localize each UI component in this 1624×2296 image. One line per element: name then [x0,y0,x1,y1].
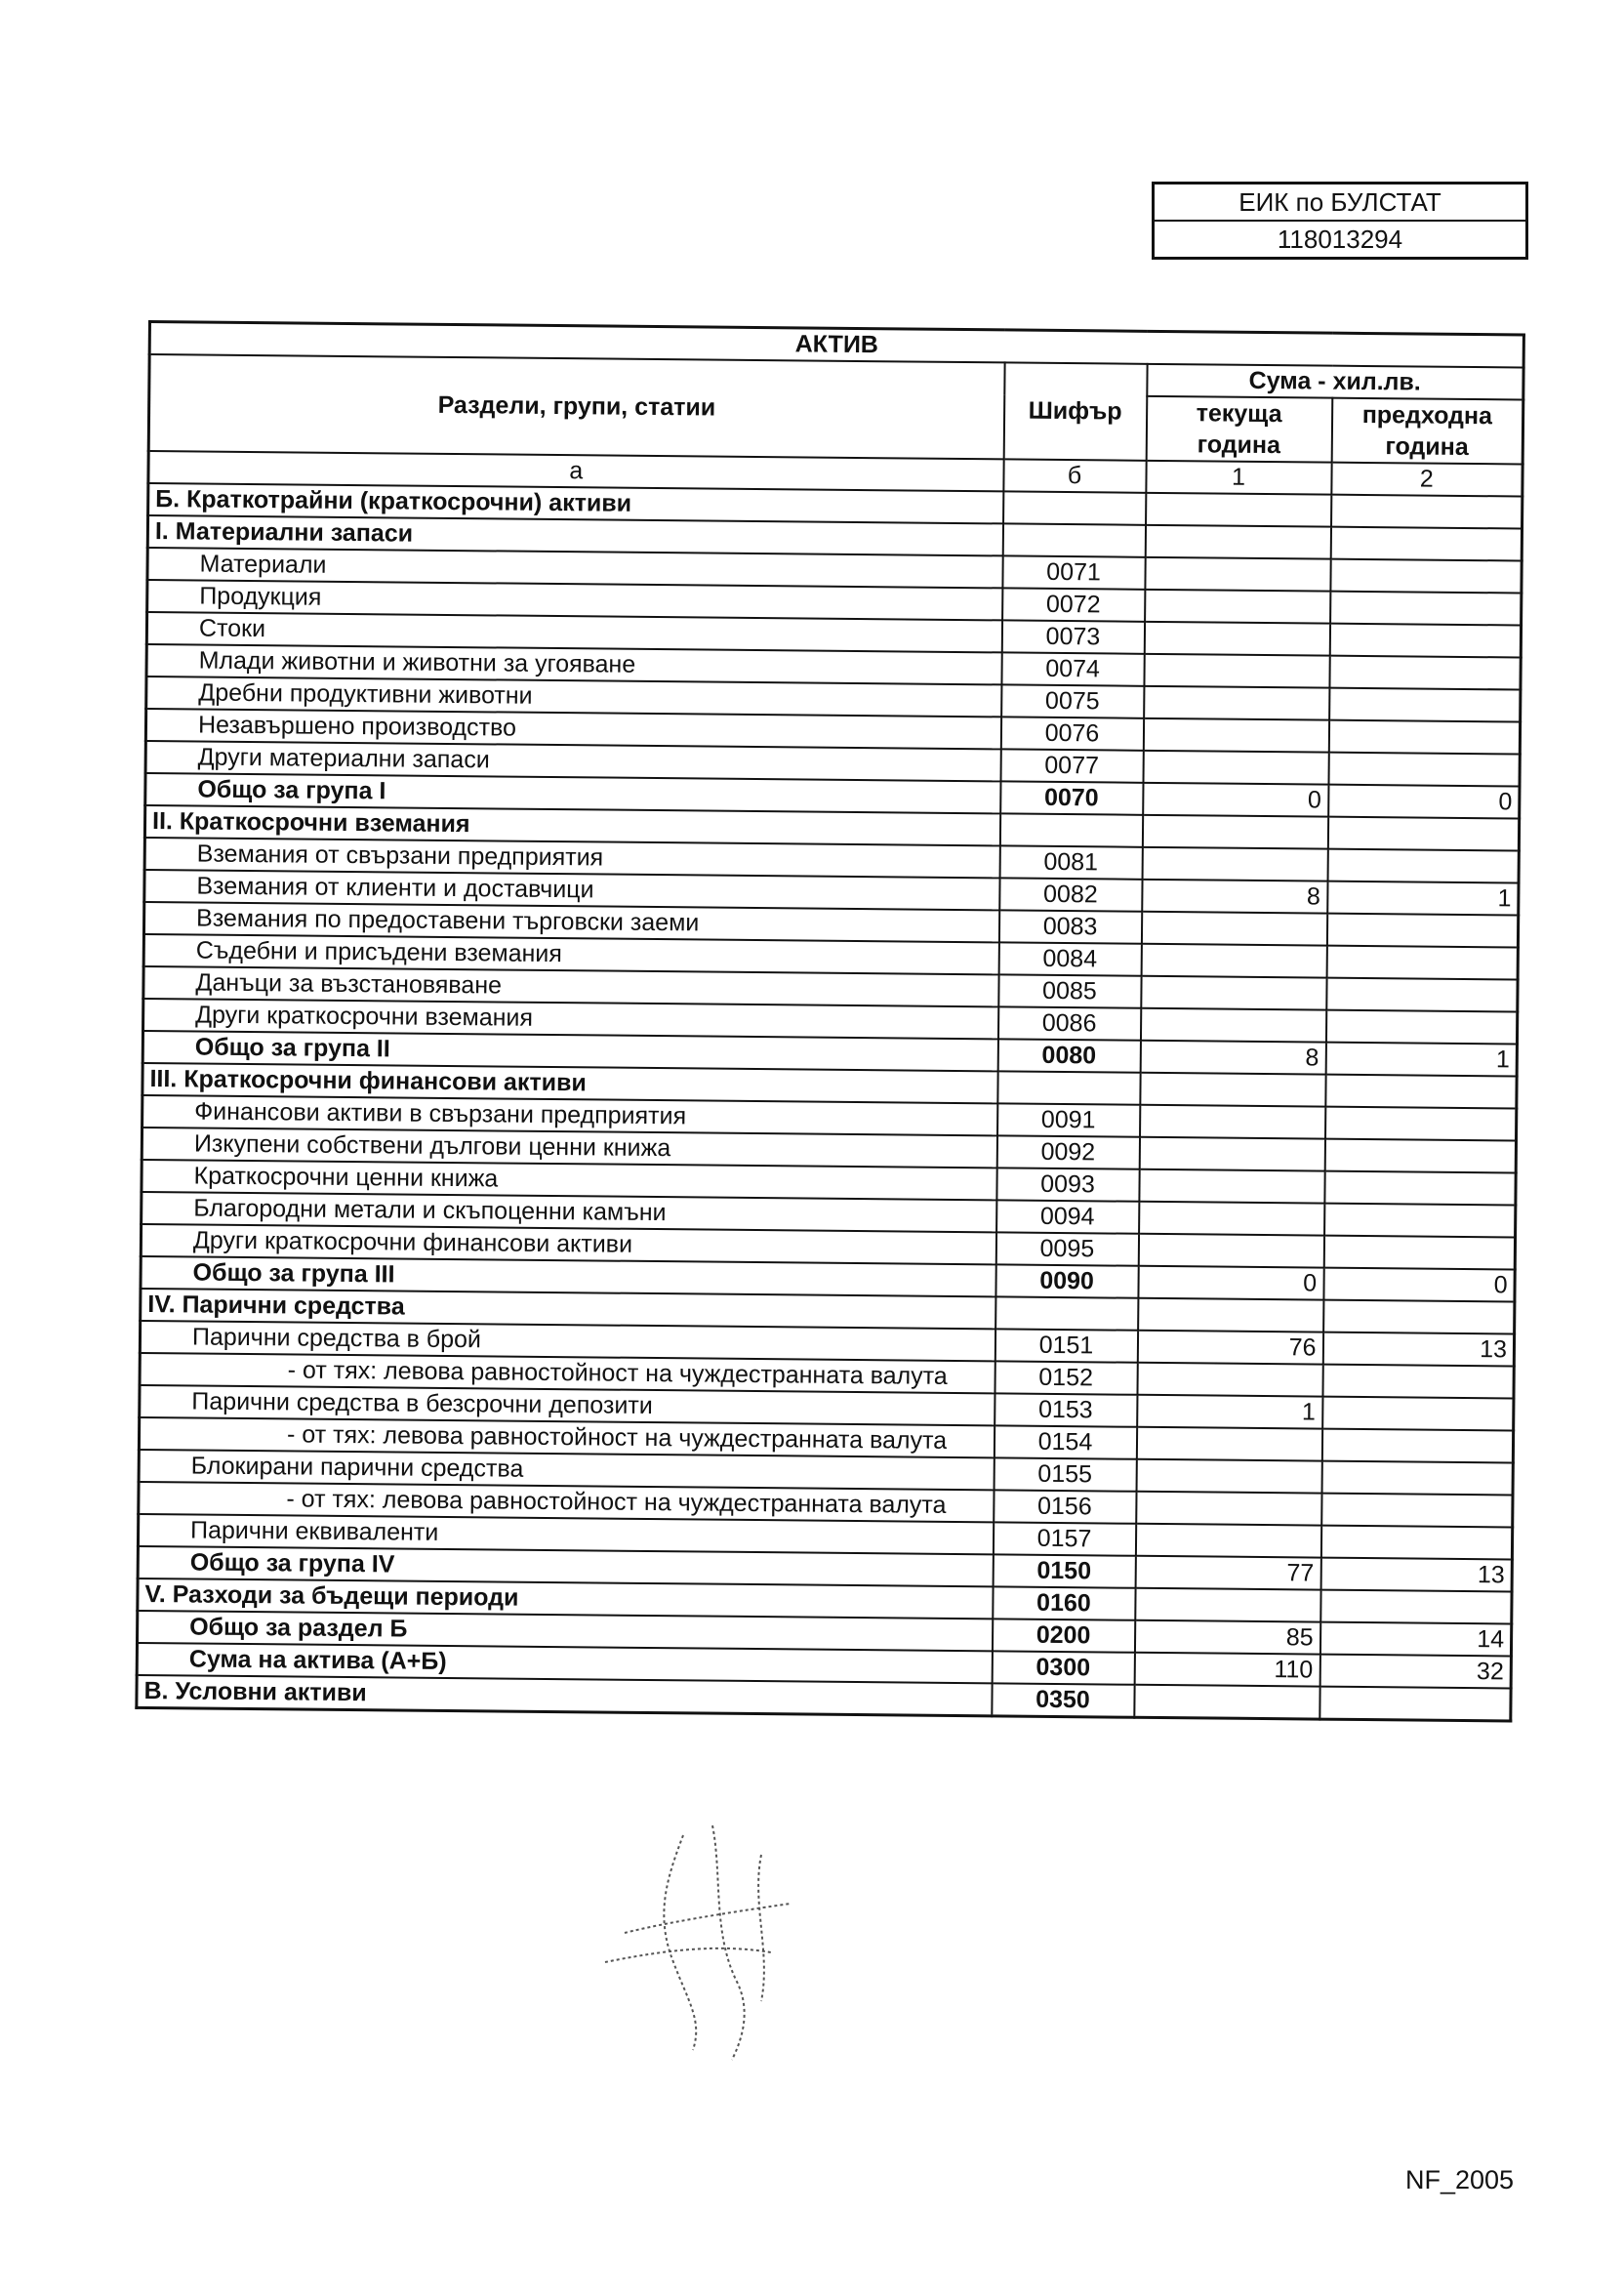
row-code: 0085 [998,974,1141,1007]
row-previous-value [1323,1236,1515,1270]
row-code: 0083 [998,910,1141,943]
row-previous-value [1329,688,1521,722]
row-current-value [1143,751,1328,785]
row-code: 0160 [993,1586,1135,1620]
row-code: 0076 [1000,717,1143,750]
row-current-value [1142,815,1327,849]
row-code: 0350 [992,1683,1134,1717]
row-current-value: 76 [1137,1331,1322,1365]
row-previous-value [1328,753,1520,787]
row-label: I. Материални запаси [147,515,1002,555]
row-code: 0095 [995,1232,1138,1265]
row-previous-value: 14 [1320,1622,1511,1657]
row-previous-value [1331,495,1522,529]
row-current-value [1135,1588,1320,1622]
row-current-value [1145,590,1330,624]
row-previous-value: 0 [1328,785,1520,819]
row-code: 0155 [994,1457,1136,1491]
col-index-2: 2 [1331,463,1522,497]
row-label: Общо за група II [142,1031,997,1071]
row-current-value [1135,1524,1320,1558]
row-label: Млади животни и животни за угояване [146,644,1001,684]
row-previous-value [1325,1107,1517,1141]
row-previous-value [1322,1365,1514,1399]
row-code: 0156 [994,1490,1136,1523]
row-label: Незавършено производство [145,709,1000,749]
row-code [999,813,1142,846]
col-index-1: 1 [1146,461,1331,495]
row-code: 0150 [993,1554,1135,1587]
row-previous-value: 1 [1327,882,1519,916]
row-previous-value [1324,1204,1516,1238]
col-index-a: а [148,451,1003,491]
row-label: Други краткосрочни вземания [143,999,998,1039]
row-current-value [1144,654,1329,688]
row-code: 0093 [996,1168,1139,1201]
row-current-value [1136,1492,1321,1526]
row-current-value: 110 [1134,1653,1320,1687]
row-label: V. Разходи за бъдещи периоди [138,1578,993,1619]
row-label: Парични средства в безсрочни депозити [140,1385,995,1425]
balance-sheet [135,320,1522,1722]
row-current-value [1136,1427,1321,1461]
row-previous-value [1330,527,1522,561]
row-previous-value [1327,817,1519,851]
row-current-value [1139,1169,1324,1204]
row-label: Финансови активи в свързани предприятия [142,1095,997,1135]
row-current-value [1146,493,1331,527]
row-previous-value [1326,914,1518,948]
row-current-value [1140,1008,1325,1043]
row-label: Парични средства в брой [140,1321,995,1361]
row-previous-value [1324,1139,1516,1173]
row-previous-value [1324,1171,1516,1206]
row-label: Общо за група III [141,1256,995,1296]
row-code: 0086 [997,1006,1140,1040]
row-label: II. Краткосрочни вземания [144,805,999,845]
row-code: 0073 [1001,620,1144,653]
row-previous-value [1326,978,1518,1012]
col-header-current: текуща година [1146,396,1332,463]
row-label: Б. Краткотрайни (краткосрочни) активи [148,483,1003,523]
row-label: Вземания по предоставени търговски заеми [143,902,998,942]
row-current-value: 0 [1143,783,1328,817]
row-previous-value [1320,1687,1511,1721]
row-code: 0071 [1002,555,1145,589]
row-current-value [1138,1234,1323,1268]
bulstat-label: ЕИК по БУЛСТАТ [1155,184,1525,222]
row-label: Други краткосрочни финансови активи [141,1224,995,1264]
row-code: 0074 [1001,652,1144,685]
row-code: 0072 [1002,588,1145,621]
row-previous-value [1322,1397,1514,1431]
row-label: Вземания от свързани предприятия [144,838,999,878]
row-current-value [1139,1137,1324,1171]
row-code: 0092 [996,1135,1139,1168]
row-current-value: 8 [1140,1041,1325,1075]
row-label: - от тях: левова равностойност на чуждестранната валута [140,1353,995,1393]
row-label: Данъци за възстановяване [143,966,998,1006]
row-code [1003,491,1146,524]
row-label: - от тях: левова равностойност на чуждестранната валута [139,1482,994,1522]
row-code: 0082 [999,878,1142,911]
row-previous-value [1320,1590,1512,1624]
row-previous-value [1321,1461,1513,1496]
row-label: III. Краткосрочни финансови активи [142,1063,997,1103]
row-current-value [1134,1685,1320,1719]
row-current-value [1145,525,1330,559]
table-title: АКТИВ [149,322,1523,368]
row-code [995,1296,1138,1330]
row-label: В. Условни активи [137,1675,992,1716]
row-current-value: 8 [1142,880,1327,914]
row-previous-value [1325,1075,1517,1109]
col-index-b: б [1003,459,1146,492]
row-code: 0090 [995,1264,1138,1297]
col-header-previous: предходна година [1331,398,1523,465]
bulstat-box [1152,182,1528,260]
row-previous-value: 13 [1322,1332,1514,1367]
row-previous-value [1321,1429,1513,1463]
row-label: Общо за раздел Б [137,1611,992,1651]
row-label: Продукция [147,580,1002,620]
table-body [137,483,1522,1721]
row-code [1002,523,1145,556]
assets-table [135,320,1525,1722]
row-label: Други материални запаси [145,741,1000,781]
row-code: 0157 [993,1522,1135,1555]
col-header-code: Шифър [1003,362,1147,460]
row-previous-value [1330,559,1522,594]
row-current-value: 0 [1138,1266,1323,1300]
row-code: 0075 [1001,684,1144,718]
row-code [997,1071,1140,1104]
row-code: 0151 [995,1329,1137,1362]
row-label: Материали [147,548,1002,588]
row-label: Съдебни и присъдени вземания [143,934,998,974]
row-current-value [1139,1202,1324,1236]
row-current-value [1140,1073,1325,1107]
row-code: 0200 [992,1619,1134,1652]
row-previous-value [1330,592,1522,626]
row-code: 0081 [999,845,1142,879]
row-code: 0084 [998,942,1141,975]
row-label: IV. Парични средства [141,1289,995,1329]
row-previous-value [1321,1494,1513,1528]
row-current-value [1141,912,1326,946]
form-code: NF_2005 [1405,2165,1515,2194]
row-current-value [1141,976,1326,1010]
row-label: Парични еквиваленти [138,1514,993,1554]
row-code: 0091 [997,1103,1140,1136]
row-current-value: 85 [1134,1620,1320,1655]
row-label: Изкупени собствени дългови ценни книжа [142,1128,996,1168]
row-previous-value [1323,1300,1515,1334]
row-previous-value [1325,1010,1517,1045]
row-previous-value: 13 [1320,1558,1512,1592]
row-current-value [1141,944,1326,978]
row-current-value [1144,686,1329,720]
row-label: Вземания от клиенти и доставчици [144,870,999,910]
row-label: - от тях: левова равностойност на чуждестранната валута [139,1417,994,1457]
row-previous-value [1329,656,1521,690]
row-code: 0153 [995,1393,1137,1426]
row-previous-value: 1 [1325,1043,1517,1077]
row-current-value [1138,1298,1323,1332]
row-current-value: 77 [1135,1556,1320,1590]
row-code: 0152 [995,1361,1137,1394]
row-previous-value [1328,720,1520,755]
row-code: 0094 [996,1200,1139,1233]
row-label: Благородни метали и скъпоценни камъни [142,1192,996,1232]
row-current-value [1142,847,1327,882]
signature [566,1816,859,2070]
row-current-value: 1 [1137,1395,1322,1429]
row-code: 0080 [997,1039,1140,1072]
row-current-value [1136,1459,1321,1494]
row-previous-value [1326,946,1518,980]
col-header-sum: Сума - хил.лв. [1147,364,1523,400]
row-previous-value [1327,849,1519,883]
row-current-value [1140,1105,1325,1139]
row-label: Общо за група I [145,773,1000,813]
col-header-section: Раздели, групи, статии [148,354,1004,459]
row-code: 0300 [992,1651,1134,1684]
row-label: Стоки [146,612,1001,652]
row-current-value [1137,1363,1322,1397]
row-previous-value: 32 [1320,1655,1511,1689]
row-label: Общо за група IV [138,1546,993,1586]
row-label: Сума на актива (А+Б) [137,1643,992,1683]
row-label: Блокирани парични средства [139,1450,994,1490]
row-code: 0077 [1000,749,1143,782]
row-current-value [1145,557,1330,592]
bulstat-value: 118013294 [1277,225,1403,254]
row-current-value [1143,718,1328,753]
row-label: Дребни продуктивни животни [146,676,1001,717]
row-previous-value [1320,1526,1512,1560]
row-code: 0154 [994,1425,1136,1458]
row-previous-value [1329,624,1521,658]
row-current-value [1144,622,1329,656]
row-label: Краткосрочни ценни книжа [142,1160,996,1200]
row-code: 0070 [1000,781,1143,814]
row-previous-value: 0 [1323,1268,1515,1302]
